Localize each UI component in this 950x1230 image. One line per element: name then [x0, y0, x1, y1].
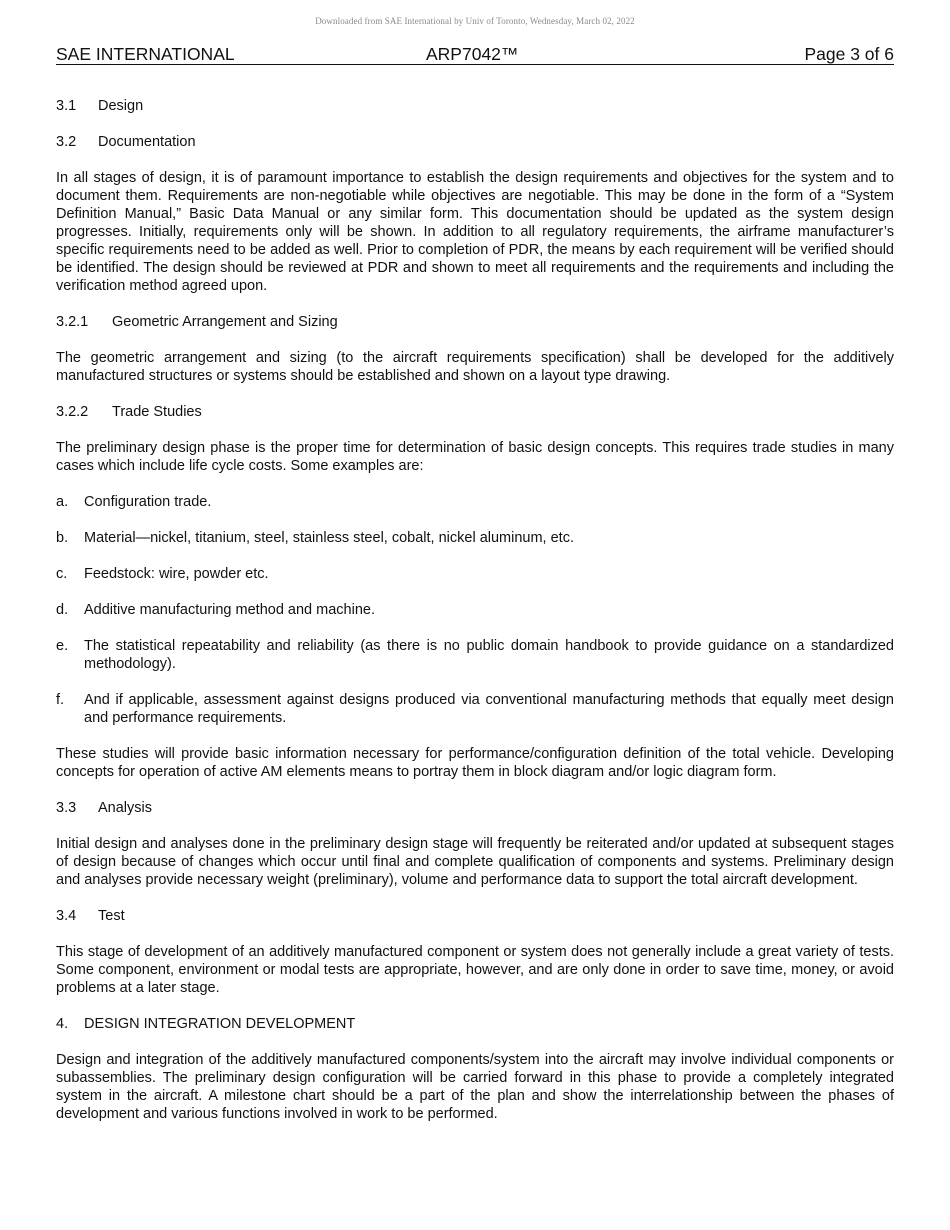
- section-3-1-heading: [56, 97, 894, 115]
- list-item: [56, 637, 894, 673]
- section-number: 3.1: [56, 98, 77, 114]
- section-3-3-heading: [56, 799, 894, 817]
- section-3-4-paragraph: This stage of development of an additively manufactured component or system does not generally include a great variety of tests. Some component, environment or modal tests are appropriate, however, and are only done in order to save time, money, or avoid problems at a later stage.: [56, 944, 894, 996]
- section-4-paragraph: Design and integration of the additively manufactured components/system into the aircraft may involve individual components or subassemblies. The preliminary design configuration will be carried forward in this phase to provide a completely integrated system in the aircraft. A milestone chart should be a part of the plan and show the interrelationship between the phases of development and various functions involved in work to be performed.: [56, 1052, 894, 1122]
- section-title: Test: [98, 908, 125, 924]
- section-3-2-2-paragraph: The preliminary design phase is the proper time for determination of basic design concepts. This requires trade studies in many cases which include life cycle costs. Some examples are:: [56, 440, 894, 474]
- list-item: [56, 565, 894, 583]
- section-number: 3.2.1: [56, 314, 89, 330]
- header-page-number: Page 3 of 6: [804, 44, 894, 64]
- section-4-heading: [56, 1015, 894, 1033]
- section-title: Design: [98, 98, 144, 114]
- section-title: DESIGN INTEGRATION DEVELOPMENT: [84, 1016, 356, 1032]
- page-header: [56, 44, 894, 65]
- section-title: Analysis: [98, 800, 152, 816]
- section-title: Trade Studies: [112, 404, 202, 420]
- list-marker: d.: [56, 602, 69, 618]
- section-3-4-heading: [56, 907, 894, 925]
- section-title: Documentation: [98, 134, 196, 150]
- list-item-text: Configuration trade.: [84, 494, 212, 510]
- document-body: [56, 97, 894, 1141]
- list-item: [56, 601, 894, 619]
- list-item-text: Material—nickel, titanium, steel, stainless steel, cobalt, nickel aluminum, etc.: [84, 530, 574, 546]
- section-3-2-paragraph: In all stages of design, it is of paramount importance to establish the design requirements and objectives for the system and to document them. Requirements are non-negotiable while objectives are negotiable. This may be done in the form of a “System Definition Manual,” Basic Data Manual or any similar form. This documentation should be updated as the system design progresses. Initially, requirements only will be shown. In addition to all regulatory requirements, the airframe manufacturer’s specific requirements need to be added as well. Prior to completion of PDR, the means by each requirement will be verified should be identified. The design should be reviewed at PDR and shown to meet all requirements and the requirements and including the verification method agreed upon.: [56, 170, 894, 294]
- list-marker: b.: [56, 530, 69, 546]
- list-marker: f.: [56, 692, 65, 708]
- section-3-2-1-paragraph: The geometric arrangement and sizing (to the aircraft requirements specification) shall be developed for the additively manufactured structures or systems should be established and shown on a layout type drawing.: [56, 350, 894, 384]
- list-item: [56, 691, 894, 727]
- list-marker: c.: [56, 566, 68, 582]
- header-organization: SAE INTERNATIONAL: [56, 44, 235, 64]
- section-number: 4.: [56, 1016, 69, 1032]
- section-3-2-2-heading: [56, 403, 894, 421]
- download-watermark: Downloaded from SAE International by Univ of Toronto, Wednesday, March 02, 2022: [315, 16, 635, 26]
- list-item-text: Additive manufacturing method and machine.: [84, 602, 375, 618]
- list-item: [56, 493, 894, 511]
- section-number: 3.4: [56, 908, 77, 924]
- section-3-2-1-heading: [56, 313, 894, 331]
- section-number: 3.2.2: [56, 404, 89, 420]
- list-marker: a.: [56, 494, 69, 510]
- section-3-2-2-summary-paragraph: These studies will provide basic information necessary for performance/configuration definition of the total vehicle. Developing concepts for operation of active AM elements means to portray them in block diagram and/or logic diagram form.: [56, 746, 894, 780]
- section-3-2-heading: [56, 133, 894, 151]
- section-3-3-paragraph: Initial design and analyses done in the preliminary design stage will frequently be reiterated and/or updated at subsequent stages of design because of changes which occur until final and complete qualification of components and systems. Preliminary design and analyses provide necessary weight (preliminary), volume and performance data to support the total aircraft development.: [56, 836, 894, 888]
- section-title: Geometric Arrangement and Sizing: [112, 314, 338, 330]
- list-item-text: The statistical repeatability and reliability (as there is no public domain handbook to provide guidance on a standardized methodology).: [84, 638, 894, 672]
- list-item-text: And if applicable, assessment against designs produced via conventional manufacturing methods that equally meet design and performance requirements.: [84, 692, 894, 726]
- header-document-number: ARP7042™: [426, 44, 519, 64]
- list-marker: e.: [56, 638, 69, 654]
- list-item: [56, 529, 894, 547]
- section-number: 3.2: [56, 134, 77, 150]
- list-item-text: Feedstock: wire, powder etc.: [84, 566, 269, 582]
- section-number: 3.3: [56, 800, 77, 816]
